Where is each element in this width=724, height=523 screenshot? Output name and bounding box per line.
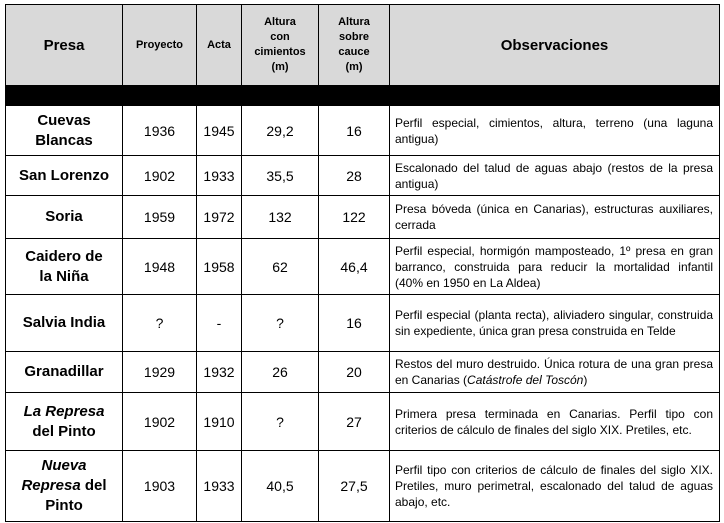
observaciones-cell: Perfil especial, cimientos, altura, terreno (una laguna antigua) (390, 106, 720, 156)
header-acta: Acta (197, 5, 242, 86)
table-row (6, 393, 720, 451)
dam-name: Cuevas Blancas (6, 106, 123, 156)
altura-cauce-cell: 28 (319, 156, 390, 196)
acta-cell: 1910 (197, 393, 242, 451)
acta-cell: 1972 (197, 196, 242, 239)
observaciones-cell: Perfil especial, hormigón mamposteado, 1º presa en gran barranco, construida para reducir la mortalidad infantil (40% en 1950 en La Aldea) (390, 239, 720, 295)
altura-cauce-cell: 20 (319, 352, 390, 393)
altura-cimientos-cell: 62 (242, 239, 319, 295)
dams-table (5, 4, 720, 522)
altura-cauce-cell: 122 (319, 196, 390, 239)
proyecto-cell: 1902 (123, 156, 197, 196)
table-row (6, 295, 720, 352)
table-row (6, 106, 720, 156)
proyecto-cell: 1948 (123, 239, 197, 295)
dam-name: Granadillar (6, 352, 123, 393)
header-row (6, 5, 720, 86)
dam-name: Soria (6, 196, 123, 239)
altura-cauce-cell: 16 (319, 295, 390, 352)
observaciones-cell: Primera presa terminada en Canarias. Perfil tipo con criterios de cálculo de finales del siglo XIX. Pretiles, etc. (390, 393, 720, 451)
observaciones-cell: Restos del muro destruido. Única rotura de una gran presa en Canarias (Catástrofe del Toscón) (390, 352, 720, 393)
altura-cimientos-cell: ? (242, 393, 319, 451)
acta-cell: 1933 (197, 156, 242, 196)
header-proyecto: Proyecto (123, 5, 197, 86)
acta-cell: - (197, 295, 242, 352)
proyecto-cell: 1936 (123, 106, 197, 156)
header-altura-cimientos: Altura con cimientos (m) (242, 5, 319, 86)
acta-cell: 1933 (197, 451, 242, 522)
altura-cauce-cell: 27,5 (319, 451, 390, 522)
table-row (6, 451, 720, 522)
dam-name: San Lorenzo (6, 156, 123, 196)
dam-name: Caidero de la Niña (6, 239, 123, 295)
altura-cimientos-cell: 26 (242, 352, 319, 393)
dam-name: Nueva Represa del Pinto (6, 451, 123, 522)
acta-cell: 1945 (197, 106, 242, 156)
acta-cell: 1932 (197, 352, 242, 393)
altura-cauce-cell: 46,4 (319, 239, 390, 295)
altura-cimientos-cell: 40,5 (242, 451, 319, 522)
proyecto-cell: ? (123, 295, 197, 352)
dams-table-container (5, 4, 720, 522)
header-observaciones: Observaciones (390, 5, 720, 86)
observaciones-cell: Perfil especial (planta recta), aliviadero singular, construida sin expediente, única gran presa construida en Telde (390, 295, 720, 352)
proyecto-cell: 1903 (123, 451, 197, 522)
altura-cimientos-cell: 132 (242, 196, 319, 239)
header-presa: Presa (6, 5, 123, 86)
altura-cimientos-cell: ? (242, 295, 319, 352)
proyecto-cell: 1929 (123, 352, 197, 393)
observaciones-cell: Escalonado del talud de aguas abajo (restos de la presa antigua) (390, 156, 720, 196)
header-altura-cauce: Altura sobre cauce (m) (319, 5, 390, 86)
altura-cimientos-cell: 35,5 (242, 156, 319, 196)
observaciones-cell: Perfil tipo con criterios de cálculo de finales del siglo XIX. Pretiles, muro perimetral, escalonado del talud de aguas abajo, etc. (390, 451, 720, 522)
acta-cell: 1958 (197, 239, 242, 295)
observaciones-cell: Presa bóveda (única en Canarias), estructuras auxiliares, cerrada (390, 196, 720, 239)
table-row (6, 239, 720, 295)
table-row (6, 352, 720, 393)
altura-cauce-cell: 27 (319, 393, 390, 451)
altura-cimientos-cell: 29,2 (242, 106, 319, 156)
dam-name: La Represa del Pinto (6, 393, 123, 451)
proyecto-cell: 1959 (123, 196, 197, 239)
altura-cauce-cell: 16 (319, 106, 390, 156)
header-separator-row (6, 86, 720, 106)
table-row (6, 196, 720, 239)
dam-name: Salvia India (6, 295, 123, 352)
proyecto-cell: 1902 (123, 393, 197, 451)
table-row (6, 156, 720, 196)
